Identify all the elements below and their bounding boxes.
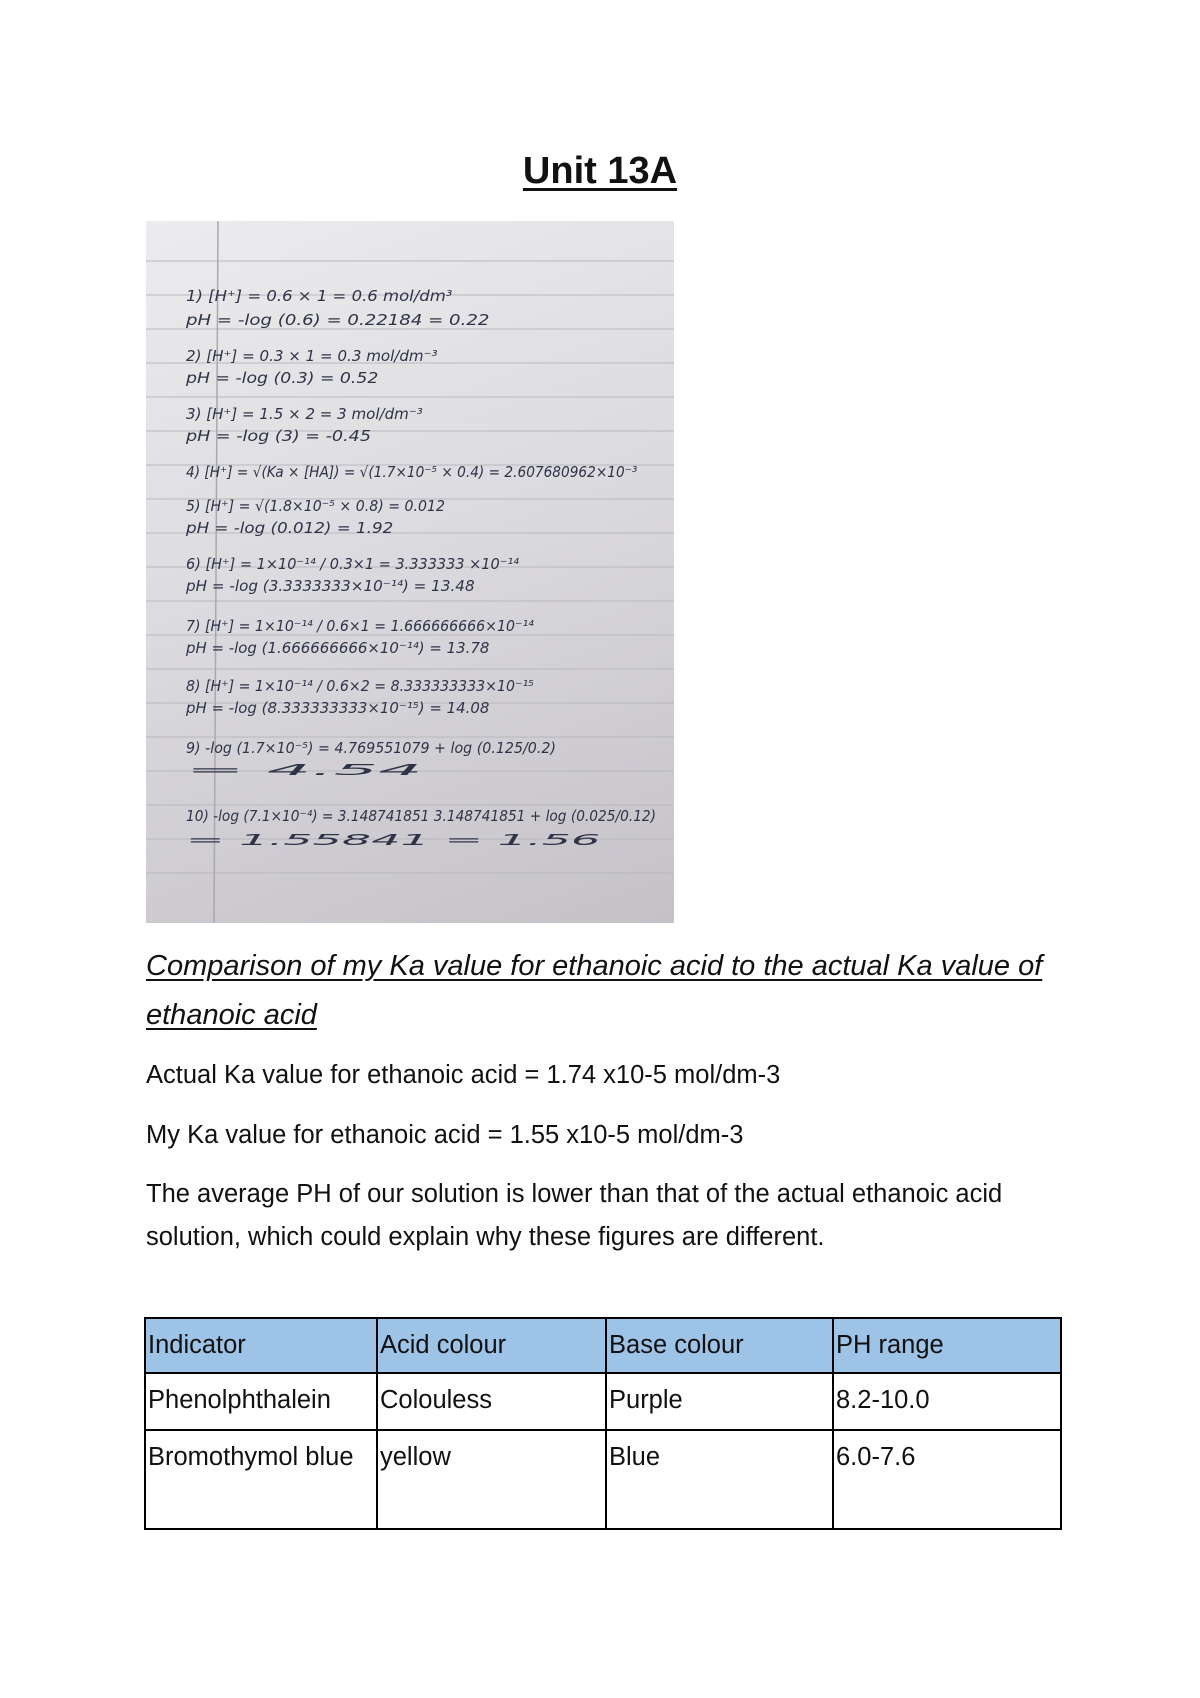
handwritten-line: pH = -log (1.666666666×10⁻¹⁴) = 13.78: [185, 639, 490, 657]
indicator-table: [144, 1317, 1062, 1530]
handwritten-line: 8) [H⁺] = 1×10⁻¹⁴ / 0.6×2 = 8.333333333×10⁻¹⁵: [186, 677, 534, 695]
handwritten-line: 3) [H⁺] = 1.5 × 2 = 3 mol/dm⁻³: [186, 405, 423, 423]
handwritten-line: = 4.54: [186, 761, 423, 779]
handwritten-line: 1) [H⁺] = 0.6 × 1 = 0.6 mol/dm³: [186, 287, 453, 305]
handwritten-line: pH = -log (0.6) = 0.22184 = 0.22: [184, 311, 490, 329]
table-header-cell: Acid colour: [377, 1318, 606, 1373]
actual-ka-text: Actual Ka value for ethanoic acid = 1.74 x10-5 mol/dm-3: [146, 1061, 781, 1089]
handwritten-line: 9) -log (1.7×10⁻⁵) = 4.769551079 + log (0.125/0.2): [186, 739, 556, 757]
table-cell: Phenolphthalein: [145, 1373, 377, 1430]
handwritten-line: 2) [H⁺] = 0.3 × 1 = 0.3 mol/dm⁻³: [186, 347, 438, 365]
handwritten-line: = 1.55841 = 1.56: [186, 831, 601, 849]
handwritten-line: pH = -log (3) = -0.45: [184, 427, 371, 445]
my-ka-text: My Ka value for ethanoic acid = 1.55 x10-5 mol/dm-3: [146, 1121, 744, 1149]
table-cell: yellow: [377, 1430, 606, 1529]
comparison-heading: Comparison of my Ka value for ethanoic acid to the actual Ka value of ethanoic acid: [146, 950, 1043, 1031]
handwritten-line: pH = -log (3.3333333×10⁻¹⁴) = 13.48: [184, 577, 475, 595]
explanation-text: The average PH of our solution is lower than that of the actual ethanoic acid solution, which could explain why these figures are different.: [146, 1180, 1003, 1251]
table-cell: Blue: [606, 1430, 833, 1529]
table-header-cell: Indicator: [145, 1318, 377, 1373]
handwritten-line: 5) [H⁺] = √(1.8×10⁻⁵ × 0.8) = 0.012: [186, 497, 445, 515]
table-cell: Bromothymol blue: [145, 1430, 377, 1529]
table-header-cell: Base colour: [606, 1318, 833, 1373]
table-cell: Purple: [606, 1373, 833, 1430]
handwritten-line: pH = -log (8.333333333×10⁻¹⁵) = 14.08: [185, 699, 490, 717]
handwritten-line: 6) [H⁺] = 1×10⁻¹⁴ / 0.3×1 = 3.333333 ×10⁻¹⁴: [186, 555, 519, 573]
table-header-row: [145, 1318, 1061, 1373]
handwritten-line: pH = -log (0.012) = 1.92: [184, 519, 394, 537]
table-cell: Colouless: [377, 1373, 606, 1430]
notebook-page-drawing: [146, 221, 674, 923]
handwritten-line: 10) -log (7.1×10⁻⁴) = 3.148741851 3.148741851 + log (0.025/0.12): [186, 807, 656, 825]
handwritten-line: 4) [H⁺] = √(Ka × [HA]) = √(1.7×10⁻⁵ × 0.4) = 2.607680962×10⁻³: [186, 463, 638, 481]
page-title: Unit 13A: [522, 150, 678, 192]
table-cell: 8.2-10.0: [833, 1373, 1061, 1430]
table-row: [145, 1430, 1061, 1529]
table-row: [145, 1373, 1061, 1430]
handwritten-line: 7) [H⁺] = 1×10⁻¹⁴ / 0.6×1 = 1.666666666×10⁻¹⁴: [186, 617, 534, 635]
handwriting: [185, 287, 656, 849]
handwritten-calculations-photo: [146, 221, 674, 923]
handwritten-line: pH = -log (0.3) = 0.52: [184, 369, 379, 387]
table-cell: 6.0-7.6: [833, 1430, 1061, 1529]
table-header-cell: PH range: [833, 1318, 1061, 1373]
